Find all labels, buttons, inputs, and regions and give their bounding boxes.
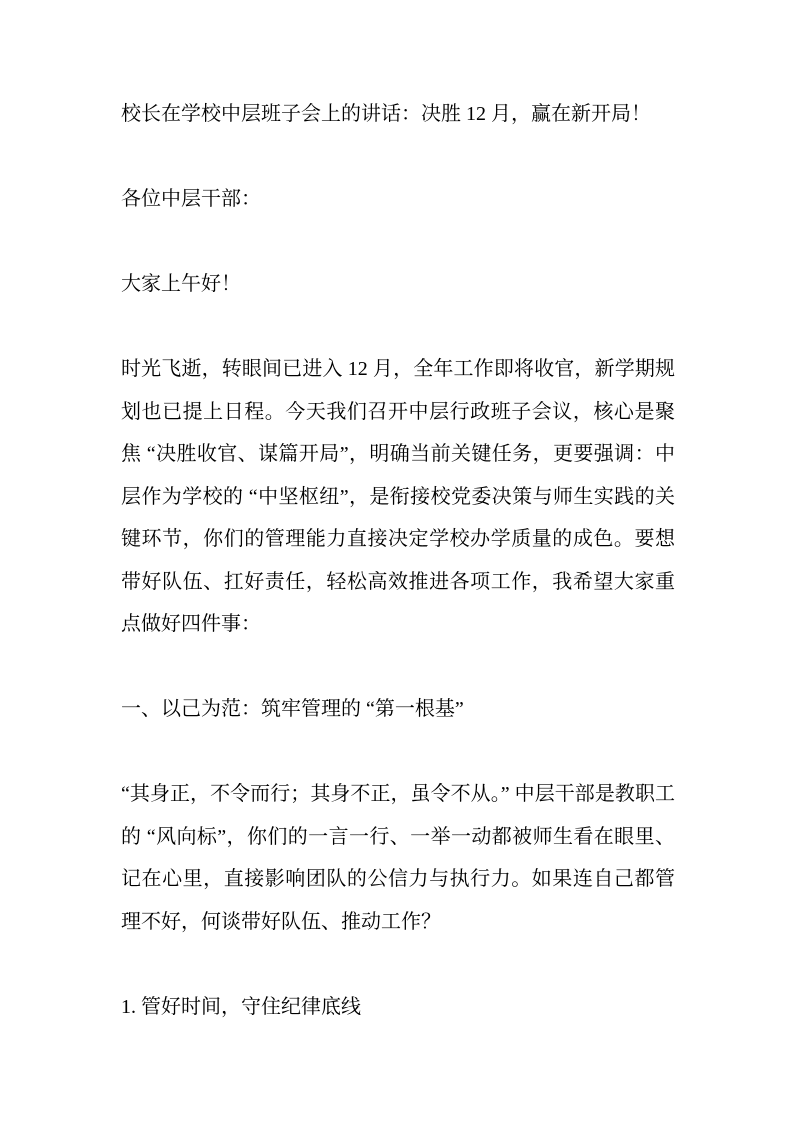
document-title: 校长在学校中层班子会上的讲话：决胜 12 月，赢在新开局！ [121,103,651,125]
intro-paragraph: 时光飞逝，转眼间已进入 12 月，全年工作即将收官，新学期规划也已提上日程。今天我们召开中层行政班子会议，核心是聚焦 “决胜收官、谋篇开局”，明确当前关键任务，更要强调：中层作为学校的 “中坚枢纽”，是衔接校党委决策与师生实践的关键环节，你们的管理能力直接决定学校办学质量的成色。要想带好队伍、扛好责任，轻松高效推进各项工作，我希望大家重点做好四件事： [121,358,675,635]
salutation-line: 各位中层干部： [121,188,261,210]
greeting-line: 大家上午好！ [121,273,241,295]
section-1-heading: 一、以己为范：筑牢管理的 “第一根基” [121,698,464,720]
subitem-1-heading: 1. 管好时间，守住纪律底线 [121,995,361,1018]
section-1-paragraph: “其身正，不令而行；其身不正，虽令不从。” 中层干部是教职工的 “风向标”，你们的一言一行、一举一动都被师生看在眼里、记在心里，直接影响团队的公信力与执行力。如果连自己都管理不好，何谈带好队伍、推动工作？ [121,783,675,933]
